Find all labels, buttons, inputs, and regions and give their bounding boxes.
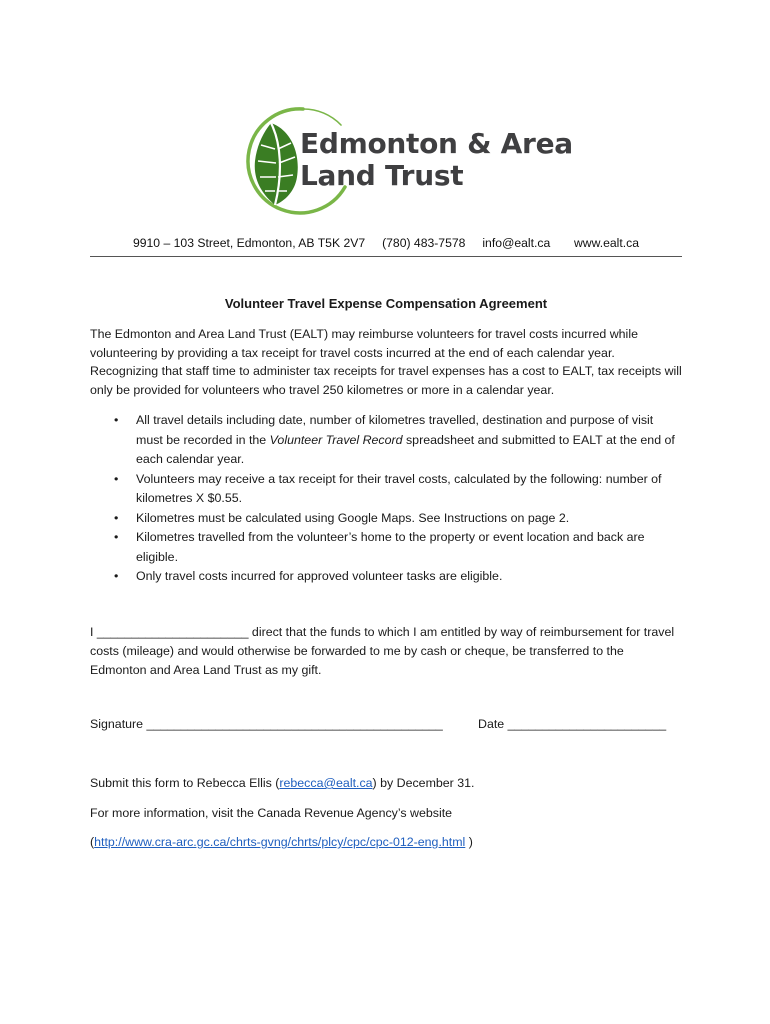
list-item: • Volunteers may receive a tax receipt for their travel costs, calculated by the following: number of kilometres X $0.55. <box>110 470 682 509</box>
document-title: Volunteer Travel Expense Compensation Agreement <box>224 296 548 311</box>
cra-link[interactable]: http://www.cra-arc.gc.ca/chrts-gvng/chrts/plcy/cpc/cpc-012-eng.html <box>94 835 466 849</box>
list-item <box>110 411 682 470</box>
email-link[interactable]: rebecca@ealt.ca <box>279 776 373 790</box>
submit-text-start: Submit this form to Rebecca Ellis ( <box>90 776 280 790</box>
org-name-line2: Land Trust <box>300 159 464 192</box>
info-text: For more information, visit the Canada Revenue Agency’s website <box>90 806 453 820</box>
header-divider <box>90 256 682 257</box>
bullet-1-text-end: spreadsheet and submitted to EALT at the end of each calendar year. <box>136 432 675 466</box>
org-name-line1: Edmonton & Area <box>300 127 573 160</box>
date-field[interactable]: Date _______________________ <box>478 717 667 731</box>
signature-field[interactable]: Signature ___________________________________________ <box>90 717 443 731</box>
volunteer-travel-record-title: Volunteer Travel Record <box>269 432 403 447</box>
address-line: 9910 – 103 Street, Edmonton, AB T5K 2V7 (780) 483-7578 info@ealt.ca www.ealt.ca <box>132 236 640 250</box>
list-item: • Only travel costs incurred for approved volunteer tasks are eligible. <box>110 567 682 587</box>
submit-text-end: ) by December 31. <box>372 776 475 790</box>
cra-link-line <box>90 835 473 849</box>
open-paren: ( <box>90 835 95 849</box>
intro-paragraph: The Edmonton and Area Land Trust (EALT) may reimburse volunteers for travel costs incurred while volunteering by providing a tax receipt for travel costs incurred at the end of each calendar year. Recognizing that staff time to administer tax receipts for travel expenses has a cost to EALT, tax receipts will only be provided for volunteers who travel 250 kilometres or more in a calendar year. <box>90 327 682 397</box>
declaration-paragraph: I ______________________ direct that the funds to which I am entitled by way of reimbursement for travel costs (mileage) and would otherwise be forwarded to me by cash or cheque, be transferred to the Edmonton and Area Land Trust as my gift. <box>90 625 675 677</box>
rules-list <box>110 411 682 587</box>
list-item: • Kilometres must be calculated using Google Maps. See Instructions on page 2. <box>110 509 682 529</box>
close-paren: ) <box>465 835 473 849</box>
bullet-1-text-start: All travel details including date, number of kilometres travelled, destination and purpose of visit must be recorded in the <box>136 413 654 447</box>
submit-instruction <box>90 776 474 790</box>
list-item: • Kilometres travelled from the volunteer’s home to the property or event location and back are eligible. <box>110 528 682 567</box>
